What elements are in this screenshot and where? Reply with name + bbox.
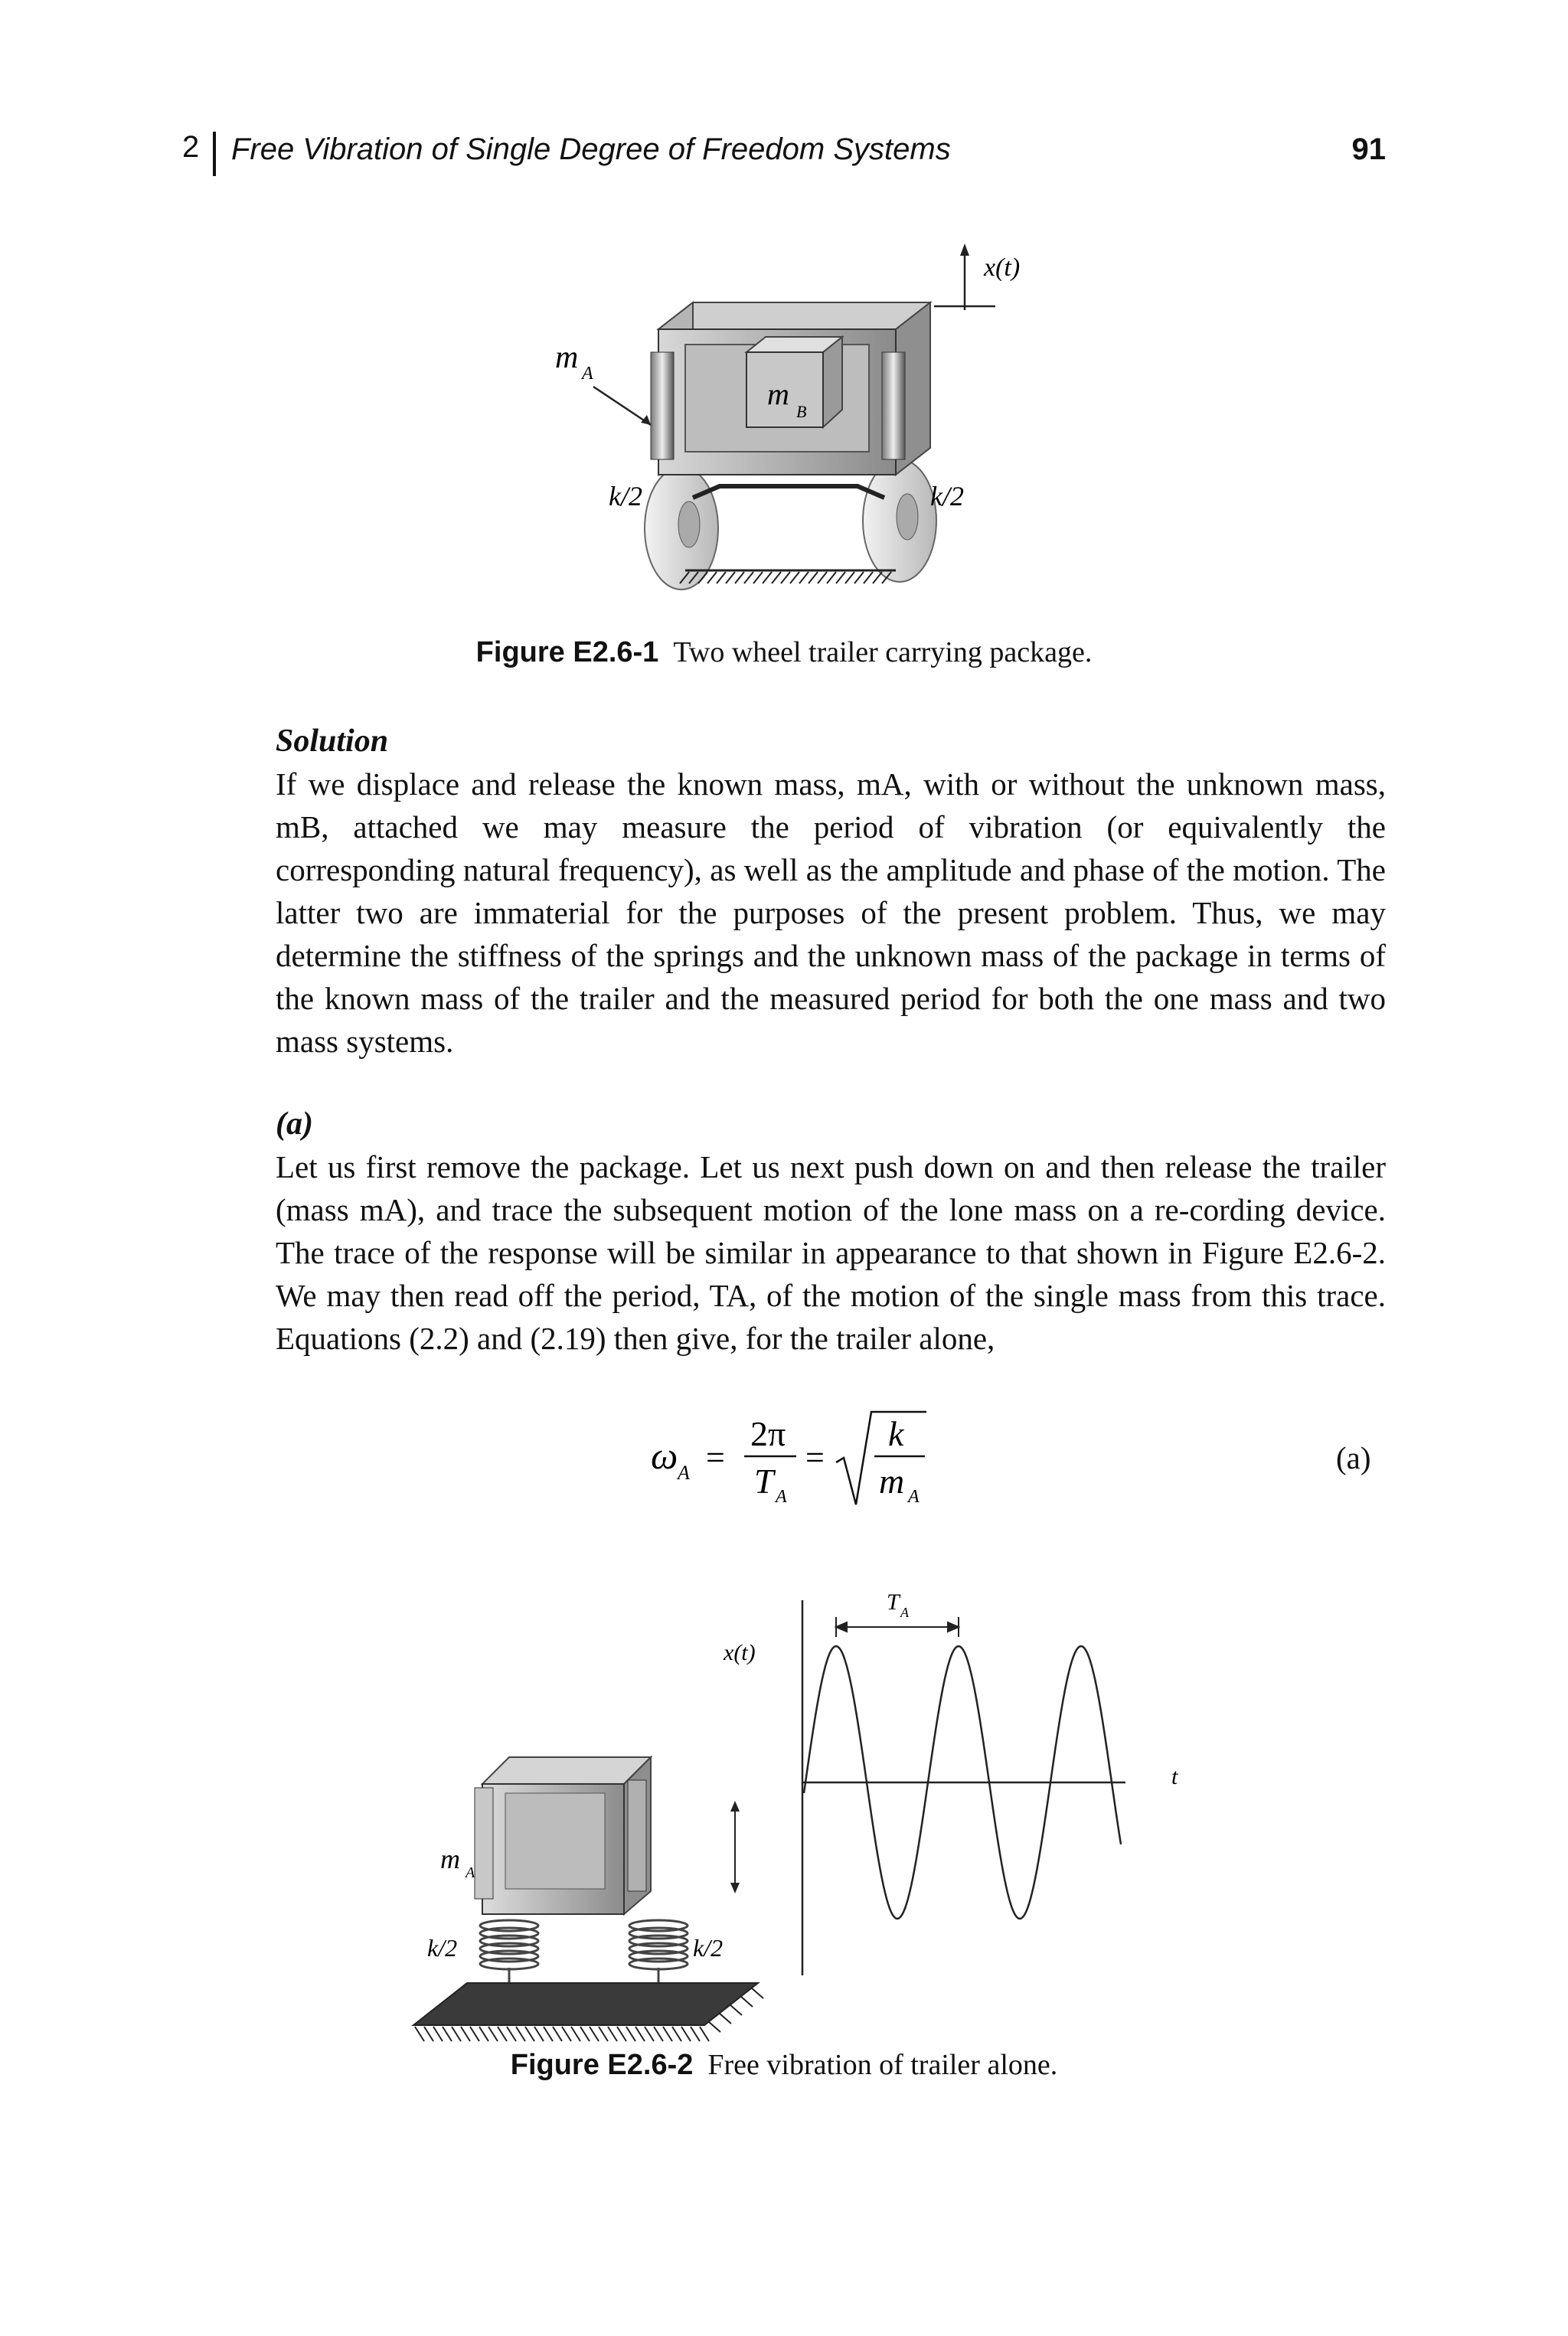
figure1-caption xyxy=(0,635,1568,669)
solution-paragraph: If we displace and release the known mass, mA, with or without the unknown mass, mB, attached we may measure the period of vibration (or equivalently the corresponding natural frequency), as well as the amplitude and phase of the motion. The latter two are immaterial for the purposes of the present problem. Thus, we may determine the stiffness of the springs and the unknown mass of the package in terms of the known mass of the trailer and the measured period for both the one mass and two mass systems. xyxy=(276,766,1386,1059)
fig2-ma-label: m xyxy=(440,1844,460,1874)
fig1-spring-left-label: k/2 xyxy=(609,481,642,511)
eq-root-numerator: k xyxy=(888,1414,904,1453)
figure1-label: Figure E2.6-1 xyxy=(475,636,659,668)
solution-section xyxy=(276,720,1386,1063)
right-wheel xyxy=(863,459,936,582)
fig1-ma-sub: A xyxy=(582,364,593,384)
fig2-spring-left-label: k/2 xyxy=(427,1934,458,1962)
ground-hatch xyxy=(680,570,896,583)
fig2-base-plate xyxy=(413,1983,758,2025)
figure2-label: Figure E2.6-2 xyxy=(510,2049,694,2081)
fig2-motion-arrow xyxy=(730,1801,740,1893)
eq-omega: ω xyxy=(651,1434,678,1477)
figure2-caption xyxy=(0,2048,1568,2082)
part-a-paragraph: Let us first remove the package. Let us next push down on and then release the trailer (mass mA), and trace the subsequent motion of the lone mass on a re-cording device. The trace of the response will be similar in appearance to that shown in Figure E2.6-2. We may then read off the period, TA, of the motion of the single mass from this trace. Equations (2.2) and (2.19) then give, for the trailer alone, xyxy=(276,1149,1386,1356)
axle-spring xyxy=(693,486,884,498)
figure2-caption-text: Free vibration of trailer alone. xyxy=(707,2049,1058,2081)
package-box xyxy=(746,337,842,427)
fig1-ma-arrow xyxy=(593,387,651,425)
eq-root-denominator-sub: A xyxy=(908,1487,920,1507)
part-a-section xyxy=(276,1103,1386,1360)
fig2-xt-label: x(t) xyxy=(724,1640,756,1665)
figure-trailer-diagram xyxy=(536,230,1118,597)
period-marker xyxy=(836,1617,959,1637)
eq-equals-2: = xyxy=(805,1439,825,1476)
fig2-right-spring xyxy=(629,1920,688,1991)
equation-omega-a xyxy=(635,1401,942,1516)
fig2-period-label: T xyxy=(887,1589,900,1615)
fig1-spring-right-label: k/2 xyxy=(930,481,964,511)
eq-equals-1: = xyxy=(706,1439,725,1476)
eq-denominator-sub: A xyxy=(776,1487,787,1507)
chapter-number: 2 xyxy=(182,130,200,164)
fig1-mb-sub: B xyxy=(796,402,807,421)
fig2-ma-sub: A xyxy=(466,1864,475,1881)
fig1-ma-label: m xyxy=(555,340,579,375)
equation-tag: (a) xyxy=(1336,1440,1371,1475)
page-number: 91 xyxy=(1351,132,1386,166)
fig2-trailer-body xyxy=(475,1757,651,1914)
header-divider xyxy=(213,132,216,176)
fig2-left-spring xyxy=(480,1920,538,1991)
fig2-time-label: t xyxy=(1171,1764,1178,1789)
eq-numerator: 2π xyxy=(750,1414,786,1453)
fig1-xt-label: x(t) xyxy=(984,253,1021,282)
fig1-mb-label: m xyxy=(767,377,789,411)
eq-denominator: T xyxy=(754,1462,774,1501)
solution-heading: Solution xyxy=(276,724,389,759)
running-title: Free Vibration of Single Degree of Freedom Systems xyxy=(231,132,951,166)
eq-root-denominator: m xyxy=(879,1462,905,1501)
fig2-spring-right-label: k/2 xyxy=(693,1934,724,1962)
eq-omega-sub: A xyxy=(678,1462,690,1484)
figure-free-vibration-diagram xyxy=(398,1554,1240,2044)
part-a-heading: (a) xyxy=(276,1106,313,1142)
figure1-caption-text: Two wheel trailer carrying package. xyxy=(673,636,1093,668)
fig2-period-sub: A xyxy=(900,1605,909,1620)
